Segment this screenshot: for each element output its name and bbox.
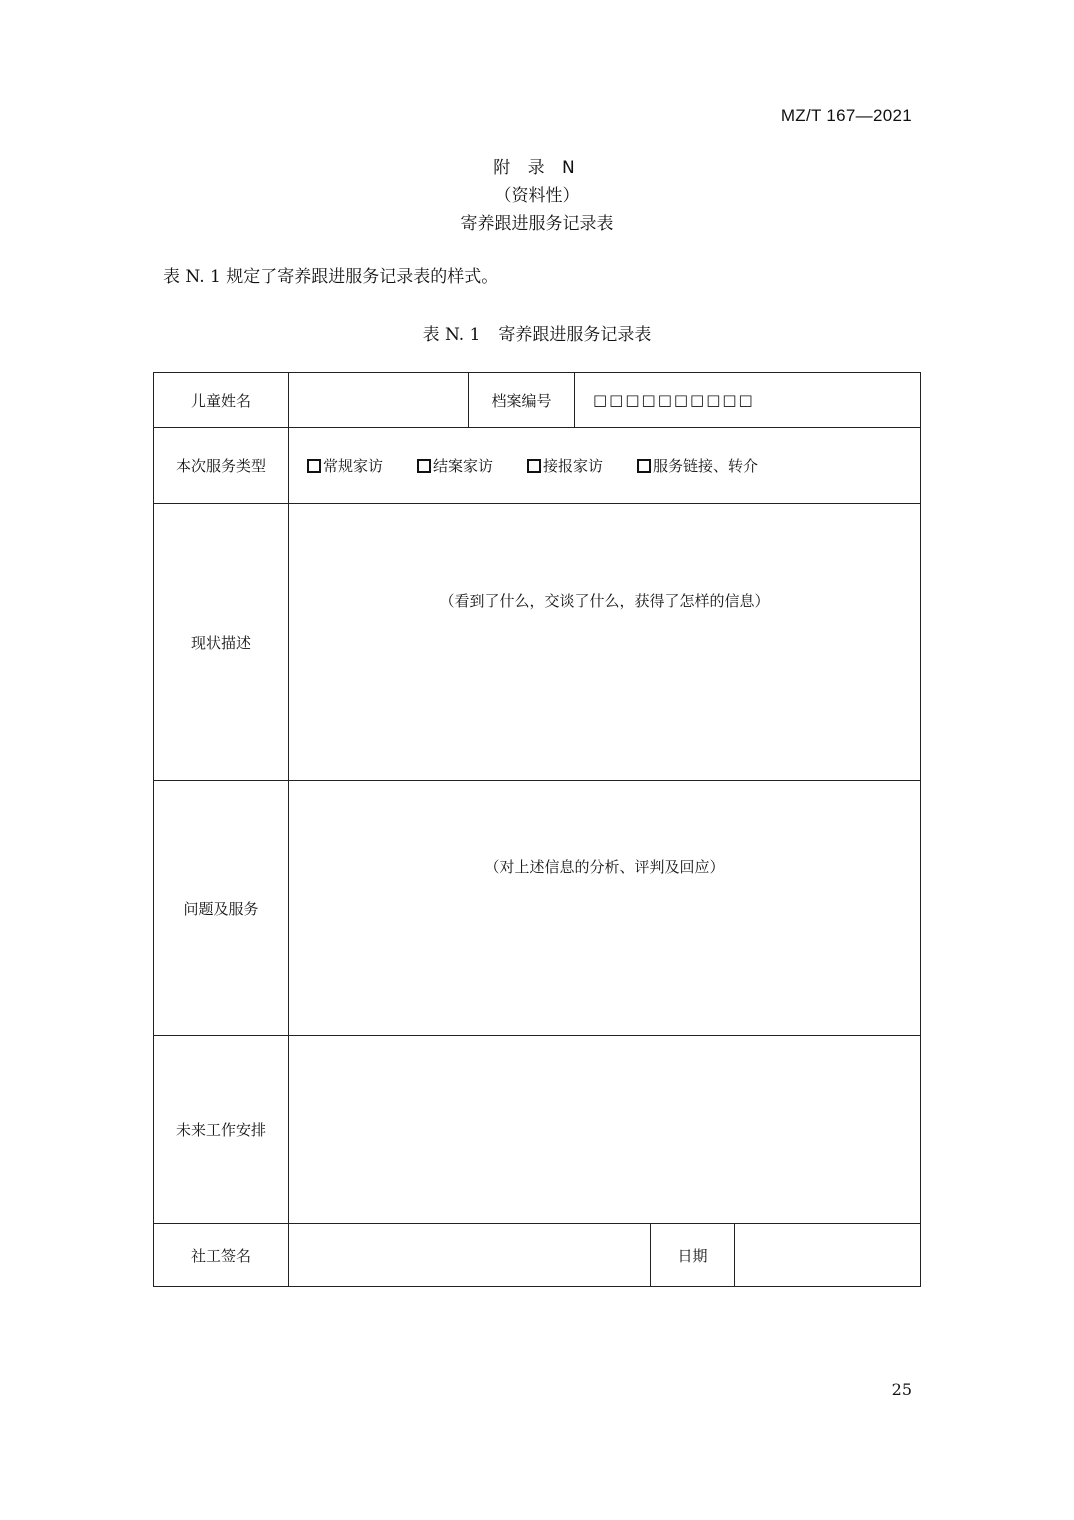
signature-label-cell xyxy=(154,1224,289,1286)
child-name-label-cell xyxy=(154,373,289,428)
status-label: 现状描述 xyxy=(190,633,251,652)
annex-label: 附 录 N xyxy=(493,158,581,178)
file-no-label: 档案编号 xyxy=(491,391,552,410)
file-no-boxes: □□□□□□□□□□ xyxy=(593,391,755,409)
standard-code: MZ/T 167—2021 xyxy=(780,106,912,125)
service-option-closing-visit[interactable] xyxy=(417,455,493,476)
checkbox-icon[interactable] xyxy=(307,459,321,473)
issues-field[interactable] xyxy=(289,781,920,1036)
child-name-label: 儿童姓名 xyxy=(190,391,251,410)
table-caption xyxy=(0,320,1074,345)
service-option-label: 结案家访 xyxy=(433,457,494,475)
service-type-label: 本次服务类型 xyxy=(175,457,266,475)
checkbox-icon[interactable] xyxy=(637,459,651,473)
child-name-field[interactable] xyxy=(289,373,469,428)
plan-field[interactable] xyxy=(289,1036,920,1224)
issues-label: 问题及服务 xyxy=(183,899,259,918)
service-type-options xyxy=(289,428,920,504)
table-caption-number: 表 N. 1 xyxy=(422,325,481,345)
file-no-field[interactable] xyxy=(575,373,920,428)
service-type-label-cell xyxy=(154,428,289,504)
annex-nature: （资料性） xyxy=(494,186,580,206)
file-no-label-cell xyxy=(469,373,575,428)
issues-label-cell xyxy=(154,781,289,1036)
date-label-cell xyxy=(651,1224,735,1286)
status-field[interactable] xyxy=(289,504,920,781)
table-caption-title: 寄养跟进服务记录表 xyxy=(498,325,652,345)
plan-label: 未来工作安排 xyxy=(175,1121,266,1139)
plan-label-cell xyxy=(154,1036,289,1224)
service-option-label: 接报家访 xyxy=(543,457,604,475)
status-label-cell xyxy=(154,504,289,781)
service-option-label: 常规家访 xyxy=(323,457,384,475)
service-option-routine-visit[interactable] xyxy=(307,455,383,476)
signature-label: 社工签名 xyxy=(190,1246,251,1265)
checkbox-icon[interactable] xyxy=(417,459,431,473)
status-hint: （看到了什么，交谈了什么，获得了怎样的信息） xyxy=(439,592,770,610)
issues-hint: （对上述信息的分析、评判及回应） xyxy=(484,858,725,876)
signature-field[interactable] xyxy=(289,1224,651,1286)
service-option-label: 服务链接、转介 xyxy=(653,457,759,475)
service-option-referral[interactable] xyxy=(637,455,758,476)
intro-text: 表 N. 1 规定了寄养跟进服务记录表的样式。 xyxy=(163,267,499,287)
date-label: 日期 xyxy=(677,1246,708,1265)
service-option-report-visit[interactable] xyxy=(527,455,603,476)
checkbox-icon[interactable] xyxy=(527,459,541,473)
follow-up-record-form xyxy=(153,372,921,1287)
date-field[interactable] xyxy=(735,1224,920,1286)
page-number: 25 xyxy=(891,1380,912,1399)
annex-title: 寄养跟进服务记录表 xyxy=(460,214,614,234)
